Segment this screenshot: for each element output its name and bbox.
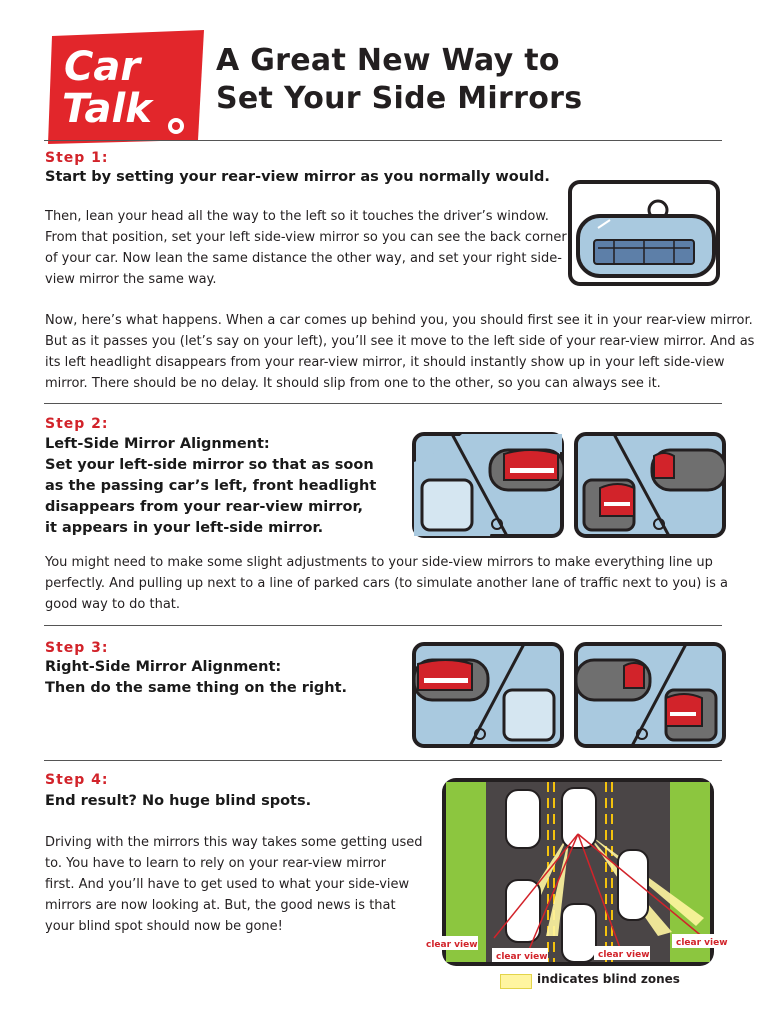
blind-zone-legend-swatch <box>500 974 532 989</box>
left-mirror-illustration-a <box>412 432 564 538</box>
text-line: mirror. There should be no delay. It should slip from one to the other, so you can always see it. <box>45 376 661 391</box>
page-title <box>216 42 582 118</box>
divider <box>44 140 722 141</box>
text-line: Set your left-side mirror so that as soon <box>45 457 374 473</box>
right-mirror-illustration-a <box>412 642 564 748</box>
text-line: first. And you’ll have to get used to what your side-view <box>45 877 410 892</box>
title-line2: Set Your Side Mirrors <box>216 81 583 116</box>
text-line: Right-Side Mirror Alignment: <box>45 659 282 675</box>
text-line: But as it passes you (let’s say on your left), you’ll see it move to the left side of your rear-view mirror. And as <box>45 334 755 349</box>
step4-label: Step 4: <box>45 772 109 788</box>
clear-view-label: clear view <box>496 952 548 962</box>
blind-spot-road-diagram <box>420 776 730 968</box>
logo-line2: Talk <box>62 86 152 132</box>
title-line1: A Great New Way to <box>216 43 560 78</box>
text-line: Now, here’s what happens. When a car comes up behind you, you should first see it in your rear-view mirror. <box>45 313 753 328</box>
text-line: of your car. Now lean the same distance the other way, and set your right side- <box>45 251 562 266</box>
text-line: its left headlight disappears from your rear-view mirror, it should instantly show up in your left side-view <box>45 355 725 370</box>
divider <box>44 403 722 404</box>
text-line: to. You have to learn to rely on your rear-view mirror <box>45 856 386 871</box>
step1-para2 <box>45 310 754 394</box>
clear-view-label: clear view <box>676 938 728 948</box>
step2-heading <box>45 434 376 539</box>
step1-heading: Start by setting your rear-view mirror as you normally would. <box>45 169 550 185</box>
logo-line1: Car <box>64 44 141 90</box>
step4-para <box>45 832 423 937</box>
text-line: perfectly. And pulling up next to a line of parked cars (to simulate another lane of traffic next to you) is a <box>45 576 728 591</box>
step1-para1 <box>45 206 567 290</box>
text-line: good way to do that. <box>45 597 181 612</box>
divider <box>44 625 722 626</box>
clear-view-label: clear view <box>426 940 478 950</box>
text-line: your blind spot should now be gone! <box>45 919 283 934</box>
blind-zone-legend-text: indicates blind zones <box>537 972 680 986</box>
step1-label: Step 1: <box>45 150 109 166</box>
divider <box>44 760 722 761</box>
step2-label: Step 2: <box>45 416 109 432</box>
text-line: Driving with the mirrors this way takes some getting used <box>45 835 423 850</box>
text-line: it appears in your left-side mirror. <box>45 520 324 536</box>
text-line: mirrors are now looking at. But, the good news is that <box>45 898 396 913</box>
clear-view-label: clear view <box>598 950 650 960</box>
text-line: disappears from your rear-view mirror, <box>45 499 363 515</box>
text-line: Then, lean your head all the way to the left so it touches the driver’s window. <box>45 209 549 224</box>
text-line: Left-Side Mirror Alignment: <box>45 436 270 452</box>
text-line: From that position, set your left side-view mirror so you can see the back corner <box>45 230 567 245</box>
text-line: as the passing car’s left, front headlight <box>45 478 377 494</box>
text-line: Then do the same thing on the right. <box>45 680 348 696</box>
right-mirror-illustration-b <box>574 642 726 748</box>
step3-heading <box>45 657 347 699</box>
left-mirror-illustration-b <box>574 432 726 538</box>
step3-label: Step 3: <box>45 640 109 656</box>
car-talk-logo <box>48 30 204 144</box>
text-line: You might need to make some slight adjustments to your side-view mirrors to make everything line up <box>45 555 713 570</box>
step2-para <box>45 552 728 615</box>
rear-view-mirror-illustration <box>568 180 720 286</box>
text-line: view mirror the same way. <box>45 272 217 287</box>
step4-heading: End result? No huge blind spots. <box>45 793 312 809</box>
